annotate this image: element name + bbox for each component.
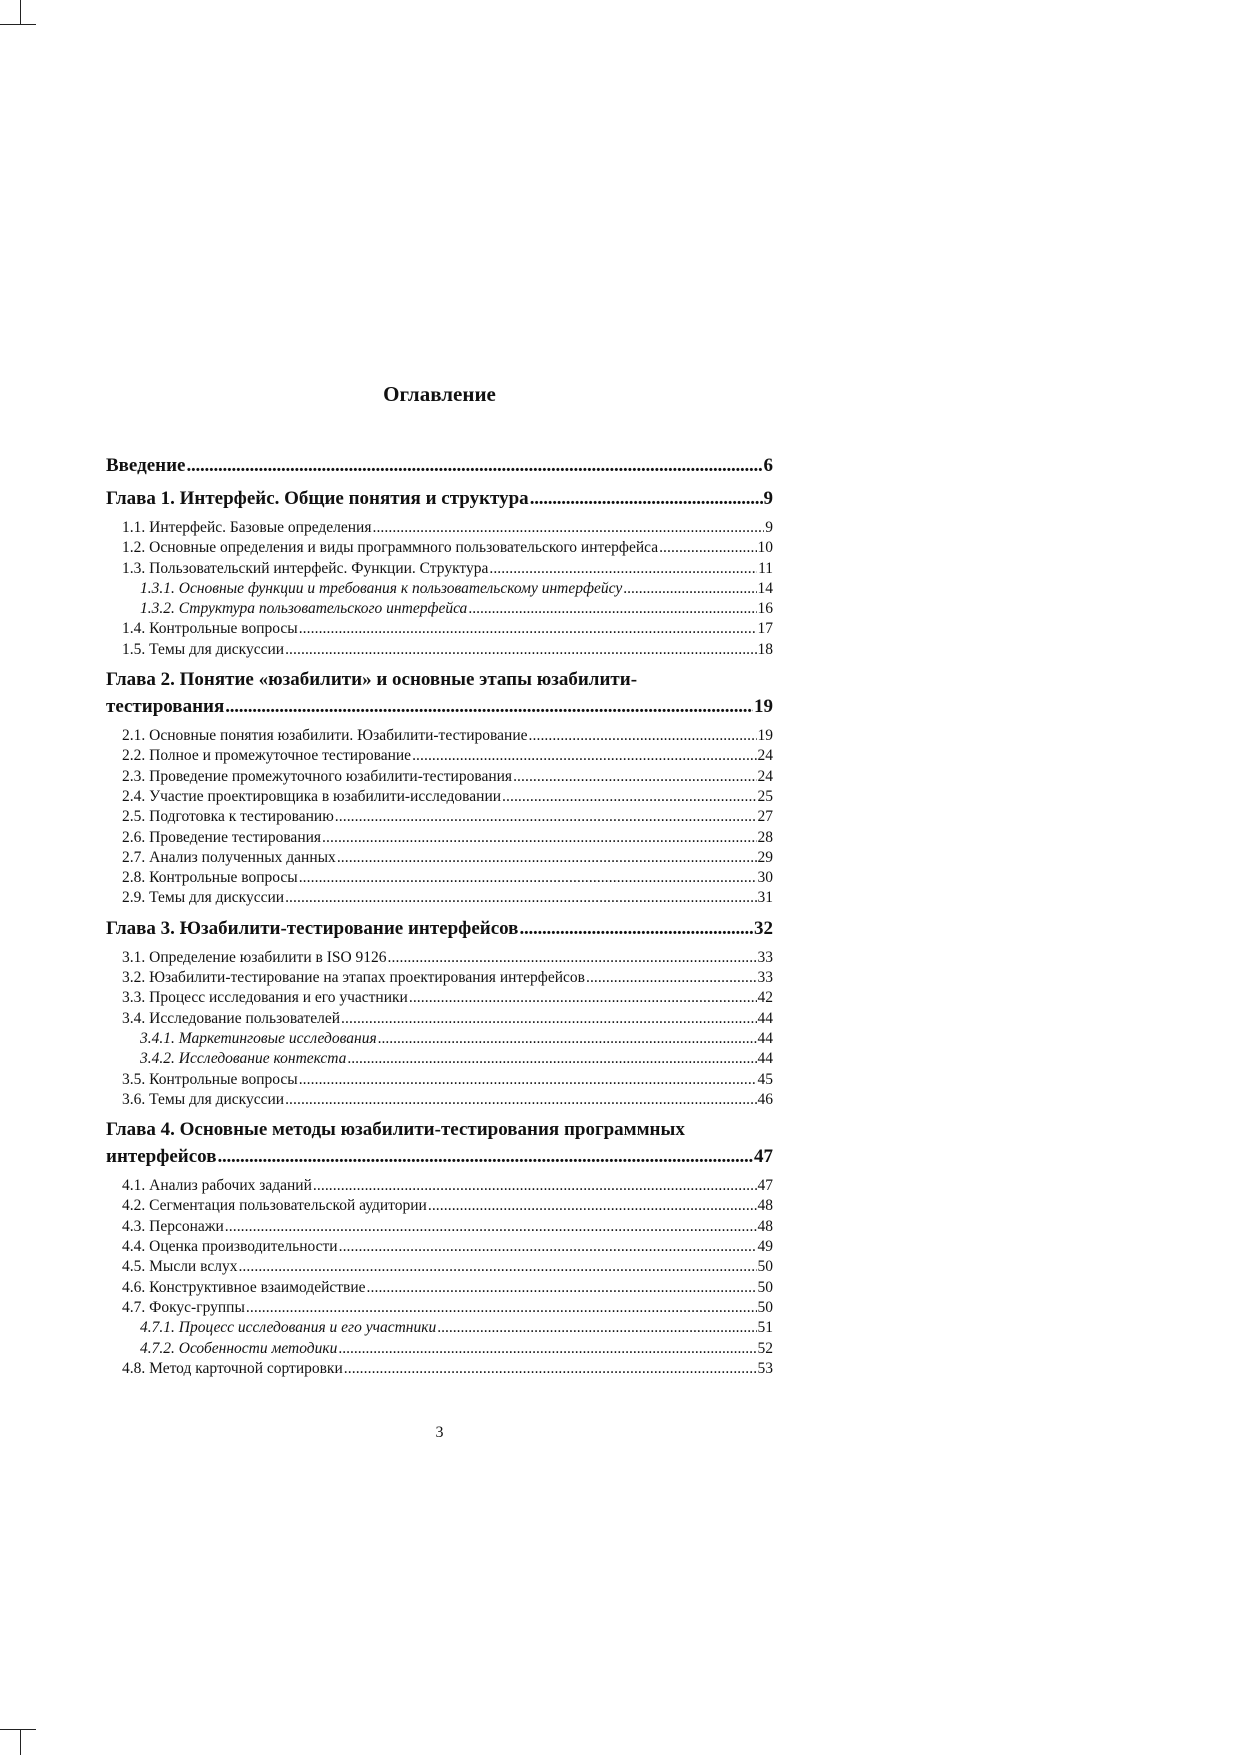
leader-dots (322, 828, 756, 848)
toc-chapter-2[interactable] (106, 666, 773, 720)
toc-subsection-page: 51 (757, 1319, 773, 1337)
toc-chapter-1-sections (106, 518, 773, 660)
toc-intro-title: Введение (106, 455, 186, 476)
toc-subsection-page: 52 (757, 1339, 773, 1357)
toc-section[interactable] (106, 787, 773, 807)
toc-section-title: 4.7. Фокус-группы (122, 1298, 245, 1316)
leader-dots (299, 619, 757, 639)
leader-dots (409, 988, 757, 1008)
toc-section-page: 10 (757, 539, 773, 557)
toc-section-page: 48 (757, 1217, 773, 1235)
toc-section[interactable] (106, 767, 773, 787)
crop-mark-top-vertical (20, 0, 21, 25)
leader-dots (347, 1049, 756, 1069)
toc-section-title: 4.3. Персонажи (122, 1217, 224, 1235)
toc-subsection-page: 14 (757, 579, 773, 597)
leader-dots (388, 948, 757, 968)
toc-section[interactable] (106, 1237, 773, 1257)
toc-section-title: 2.8. Контрольные вопросы (122, 869, 298, 887)
toc-section-page: 50 (757, 1298, 773, 1316)
toc-section[interactable] (106, 726, 773, 746)
toc-subsection-page: 44 (757, 1050, 773, 1068)
toc-subsection-title: 4.7.2. Особенности методики (140, 1339, 338, 1357)
crop-mark-top-horizontal (0, 24, 36, 25)
toc-section-title: 4.8. Метод карточной сортировки (122, 1359, 343, 1377)
leader-dots (285, 640, 756, 660)
toc-chapter-3-page: 32 (754, 917, 773, 939)
leader-dots (513, 767, 756, 787)
toc-section-title: 4.2. Сегментация пользовательской аудитории (122, 1197, 427, 1215)
toc-section-title: 1.5. Темы для дискуссии (122, 640, 285, 658)
toc-section-page: 24 (757, 747, 773, 765)
toc-section[interactable] (106, 848, 773, 868)
toc-section[interactable] (106, 518, 773, 538)
toc-section[interactable] (106, 1257, 773, 1277)
toc-section-page: 45 (757, 1070, 773, 1088)
toc-section-title: 1.3. Пользовательский интерфейс. Функции. Структура (122, 559, 489, 577)
leader-dots (339, 1237, 757, 1257)
toc-section[interactable] (106, 1090, 773, 1110)
leader-dots (338, 1339, 756, 1359)
leader-dots (335, 807, 757, 827)
toc-section-title: 1.2. Основные определения и виды программного пользовательского интерфейса (122, 539, 659, 557)
leader-dots (299, 1070, 757, 1090)
toc-section-title: 1.4. Контрольные вопросы (122, 620, 298, 638)
leader-dots (659, 538, 756, 558)
leader-dots (285, 1090, 756, 1110)
leader-dots (530, 485, 763, 512)
toc-section[interactable] (106, 1278, 773, 1298)
toc-subsection[interactable] (106, 1339, 773, 1359)
crop-mark-bottom-vertical (20, 1729, 21, 1755)
toc-chapter-2-page: 19 (754, 696, 773, 718)
toc-section-page: 33 (757, 948, 773, 966)
toc-subsection[interactable] (106, 599, 773, 619)
toc-section[interactable] (106, 948, 773, 968)
leader-dots (623, 579, 756, 599)
toc-section-page: 27 (757, 808, 773, 826)
toc-intro-page: 6 (763, 455, 773, 476)
toc-section-title: 2.9. Темы для дискуссии (122, 889, 285, 907)
toc-section-title: 3.2. Юзабилити-тестирование на этапах проектирования интерфейсов (122, 969, 585, 987)
leader-dots (285, 888, 756, 908)
toc-chapter-1-title: Глава 1. Интерфейс. Общие понятия и структура (106, 488, 529, 509)
leader-dots (519, 915, 753, 942)
leader-dots (372, 518, 764, 538)
leader-dots (428, 1196, 757, 1216)
toc-section[interactable] (106, 640, 773, 660)
toc-section-title: 3.1. Определение юзабилити в ISO 9126 (122, 948, 387, 966)
toc-chapter-2-sections (106, 726, 773, 909)
toc-subsection[interactable] (106, 1318, 773, 1338)
leader-dots (337, 848, 757, 868)
toc-section-page: 48 (757, 1197, 773, 1215)
leader-dots (529, 726, 757, 746)
toc-chapter-1[interactable] (106, 485, 773, 512)
toc-chapter-4-sections (106, 1176, 773, 1379)
toc-section-title: 4.5. Мысли вслух (122, 1258, 238, 1276)
toc-chapter-3-sections (106, 948, 773, 1110)
toc-section-page: 50 (757, 1258, 773, 1276)
page-number: 3 (435, 1424, 444, 1441)
crop-mark-bottom-horizontal (0, 1729, 36, 1730)
toc-section-title: 2.2. Полное и промежуточное тестирование (122, 747, 412, 765)
toc-section-title: 3.5. Контрольные вопросы (122, 1070, 298, 1088)
toc-section[interactable] (106, 888, 773, 908)
leader-dots (412, 746, 756, 766)
toc-section-page: 47 (757, 1177, 773, 1195)
leader-dots (437, 1318, 756, 1338)
table-of-contents (106, 452, 773, 1379)
toc-section[interactable] (106, 1359, 773, 1379)
toc-section[interactable] (106, 559, 773, 579)
toc-subsection-title: 3.4.1. Маркетинговые исследования (140, 1029, 377, 1047)
toc-section-page: 24 (757, 767, 773, 785)
toc-section[interactable] (106, 1009, 773, 1029)
toc-subsection-page: 44 (757, 1029, 773, 1047)
leader-dots (489, 559, 757, 579)
toc-section[interactable] (106, 1217, 773, 1237)
toc-section[interactable] (106, 1196, 773, 1216)
leader-dots (378, 1029, 757, 1049)
toc-section[interactable] (106, 988, 773, 1008)
toc-section-page: 11 (758, 559, 773, 577)
leader-dots (217, 1143, 753, 1170)
toc-section-title: 4.4. Оценка производительности (122, 1238, 338, 1256)
toc-section[interactable] (106, 968, 773, 988)
toc-section-title: 1.1. Интерфейс. Базовые определения (122, 519, 372, 536)
toc-section[interactable] (106, 1298, 773, 1318)
toc-section-title: 2.4. Участие проектировщика в юзабилити-исследовании (122, 787, 502, 805)
toc-section-page: 28 (757, 828, 773, 846)
toc-chapter-4[interactable] (106, 1116, 773, 1170)
toc-section-page: 30 (757, 869, 773, 887)
leader-dots (502, 787, 756, 807)
toc-chapter-4-page: 47 (754, 1146, 773, 1168)
toc-chapter-1-page: 9 (763, 488, 773, 509)
toc-section-title: 4.6. Конструктивное взаимодействие (122, 1278, 366, 1296)
toc-section-page: 17 (757, 620, 773, 638)
leader-dots (238, 1257, 756, 1277)
toc-subsection-page: 16 (757, 600, 773, 618)
toc-section-title: 3.6. Темы для дискуссии (122, 1090, 285, 1108)
toc-section[interactable] (106, 1070, 773, 1090)
toc-subsection-title: 1.3.2. Структура пользовательского интерфейса (140, 600, 468, 618)
toc-section-title: 2.7. Анализ полученных данных (122, 848, 336, 866)
toc-chapter-4-title-line2: интерфейсов (106, 1146, 217, 1168)
page-title: Оглавление (383, 382, 496, 406)
leader-dots (246, 1298, 757, 1318)
toc-section-page: 42 (757, 989, 773, 1007)
toc-section-page: 31 (757, 889, 773, 907)
leader-dots (225, 693, 753, 720)
toc-section-page: 29 (757, 848, 773, 866)
toc-section-page: 25 (757, 787, 773, 805)
leader-dots (313, 1176, 757, 1196)
toc-intro[interactable] (106, 452, 773, 479)
toc-chapter-2-title-line2: тестирования (106, 696, 225, 718)
toc-section-title: 2.3. Проведение промежуточного юзабилити-тестирования (122, 767, 513, 785)
toc-chapter-2-title-line1: Глава 2. Понятие «юзабилити» и основные этапы юзабилити- (106, 669, 638, 691)
toc-section-page: 49 (757, 1238, 773, 1256)
leader-dots (187, 452, 763, 479)
toc-subsection[interactable] (106, 1029, 773, 1049)
toc-section[interactable] (106, 538, 773, 558)
toc-chapter-3[interactable] (106, 915, 773, 942)
toc-section-title: 3.4. Исследование пользователей (122, 1009, 341, 1027)
toc-section-page: 18 (757, 640, 773, 658)
toc-section-page: 9 (765, 519, 773, 536)
toc-subsection[interactable] (106, 1049, 773, 1069)
toc-section[interactable] (106, 828, 773, 848)
leader-dots (225, 1217, 757, 1237)
toc-section[interactable] (106, 868, 773, 888)
leader-dots (468, 599, 756, 619)
toc-section-page: 50 (757, 1278, 773, 1296)
toc-section-page: 53 (757, 1359, 773, 1377)
leader-dots (586, 968, 757, 988)
toc-section-title: 2.1. Основные понятия юзабилити. Юзабилити-тестирование (122, 727, 528, 745)
toc-section[interactable] (106, 807, 773, 827)
toc-chapter-3-title: Глава 3. Юзабилити-тестирование интерфейсов (106, 917, 519, 939)
toc-section[interactable] (106, 1176, 773, 1196)
toc-subsection-title: 4.7.1. Процесс исследования и его участники (140, 1319, 437, 1337)
toc-section-page: 46 (757, 1090, 773, 1108)
toc-subsection[interactable] (106, 579, 773, 599)
toc-section-title: 2.5. Подготовка к тестированию (122, 808, 334, 826)
leader-dots (341, 1009, 756, 1029)
toc-section-title: 2.6. Проведение тестирования (122, 828, 322, 846)
toc-section-title: 3.3. Процесс исследования и его участники (122, 989, 408, 1007)
toc-subsection-title: 1.3.1. Основные функции и требования к пользовательскому интерфейсу (140, 579, 623, 597)
toc-section-page: 19 (757, 727, 773, 745)
toc-subsection-title: 3.4.2. Исследование контекста (140, 1050, 347, 1068)
leader-dots (299, 868, 757, 888)
leader-dots (344, 1359, 757, 1379)
toc-section-page: 33 (757, 969, 773, 987)
toc-chapter-4-title-line1: Глава 4. Основные методы юзабилити-тестирования программных (106, 1119, 685, 1141)
toc-section-page: 44 (757, 1009, 773, 1027)
toc-section[interactable] (106, 619, 773, 639)
leader-dots (367, 1278, 757, 1298)
toc-section-title: 4.1. Анализ рабочих заданий (122, 1177, 312, 1195)
toc-section[interactable] (106, 746, 773, 766)
